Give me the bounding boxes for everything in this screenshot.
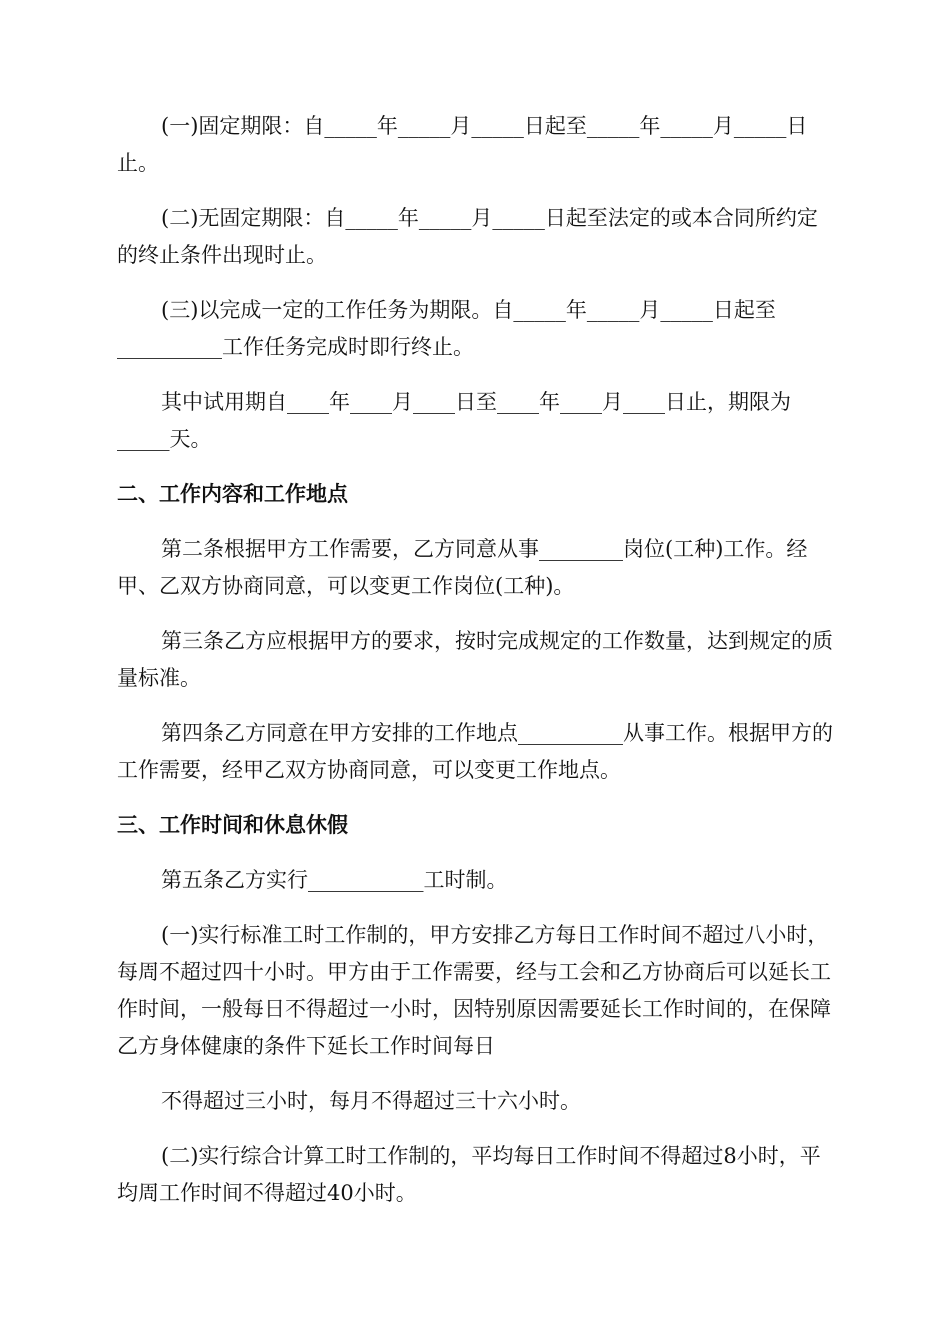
clause-open-term: (二)无固定期限：自_____年_____月_____日起至法定的或本合同所约定的终止条件出现时止。 <box>117 206 818 267</box>
clause-overtime-limit: 不得超过三小时，每月不得超过三十六小时。 <box>161 1089 581 1113</box>
clause-task-term: (三)以完成一定的工作任务为期限。自_____年_____月_____日起至__________工作任务完成时即行终止。 <box>117 298 776 359</box>
article-5: 第五条乙方实行___________工时制。 <box>161 868 508 892</box>
section-heading-work-content: 二、工作内容和工作地点 <box>117 482 348 506</box>
article-3: 第三条乙方应根据甲方的要求，按时完成规定的工作数量，达到规定的质量标准。 <box>117 629 833 690</box>
document-page <box>117 108 833 1230</box>
clause-probation: 其中试用期自____年____月____日至____年____月____日止，期限为_____天。 <box>117 390 791 451</box>
clause-comprehensive-hours: (二)实行综合计算工时工作制的，平均每日工作时间不得超过8小时，平均周工作时间不得超过40小时。 <box>117 1144 821 1205</box>
article-2: 第二条根据甲方工作需要，乙方同意从事________岗位(工种)工作。经甲、乙双方协商同意，可以变更工作岗位(工种)。 <box>117 537 808 598</box>
clause-standard-hours: (一)实行标准工时工作制的，甲方安排乙方每日工作时间不超过八小时，每周不超过四十小时。甲方由于工作需要，经与工会和乙方协商后可以延长工作时间，一般每日不得超过一小时，因特别原因需要延长工作时间的，在保障乙方身体健康的条件下延长工作时间每日 <box>117 923 831 1058</box>
clause-fixed-term: (一)固定期限：自_____年_____月_____日起至_____年_____月_____日止。 <box>117 114 808 175</box>
section-heading-work-hours: 三、工作时间和休息休假 <box>117 813 348 837</box>
article-4: 第四条乙方同意在甲方安排的工作地点__________从事工作。根据甲方的工作需要，经甲乙双方协商同意，可以变更工作地点。 <box>117 721 833 782</box>
